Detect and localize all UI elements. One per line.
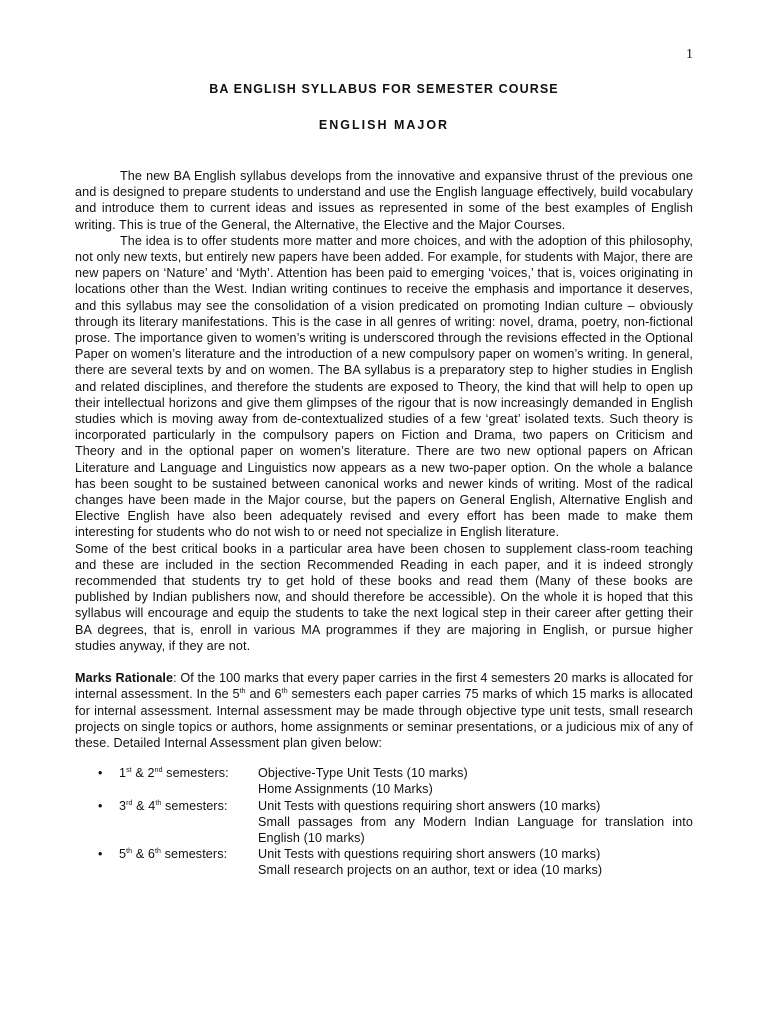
- plan-line: Small passages from any Modern Indian Language for translation into English (10 marks): [258, 814, 693, 845]
- plan-line: Small research projects on an author, text or idea (10 marks): [258, 863, 603, 878]
- paragraph-idea: The idea is to offer students more matter and more choices, and with the adoption of this philosophy, not only new texts, but entirely new papers have been added. For example, for students with Major, there are new papers on ‘Nature’ and ‘Myth’. Attention has been paid to emerging ‘voices,’ that is, voices originating in locations other than the West. Indian writing continues to receive the emphasis and importance it deserves, and this syllabus may see the consolidation of a vision predicated on promoting Indian culture – obviously through its literary manifestations. This is the case in all genres of writing: novel, drama, poetry, non-fictional prose. The importance given to women’s writing is underscored through the revisions effected in the Optional Paper on women’s literature and the introduction of a new compulsory paper on women’s writing. In general, there are several texts by and on women. The BA syllabus is a preparatory step to higher studies in English and related disciplines, and therefore the students are exposed to Theory, the kind that will help to open up their intellectual horizons and give them glimpses of the rigour that is now increasingly demanded in English studies which is moving away from de-contextualized studies of a few ‘great’ isolated texts. Such theory is incorporated particularly in the compulsory papers on Fiction and Drama, two papers on Criticism and Theory and in the optional paper on women’s literature. There are two new optional papers on African Literature and Language and Linguistics now appears as a new two-paper option. On the whole a balance has been sought to be sustained between canonical works and newer kinds of writing. Most of the radical changes have been made in the Major course, but the papers on General English, Alternative English and Elective English have also been adequately revised and every effort has been made to make them interesting for students who do not wish to or need not specialize in English literature.: [75, 233, 693, 540]
- list-item: [75, 846, 693, 878]
- spacer: [75, 654, 693, 670]
- plan-line: Unit Tests with questions requiring short answers (10 marks): [258, 798, 601, 813]
- bullet-icon: •: [98, 847, 103, 862]
- marks-text-a: : Of the 100 marks that every paper carries in the first 4 semesters 20 marks is allocated for internal assessment. In the 5: [75, 671, 693, 702]
- semester-label: 5th & 6th semesters:: [119, 847, 228, 862]
- plan-line: Unit Tests with questions requiring short answers (10 marks): [258, 847, 601, 862]
- semester-label: 3rd & 4th semesters:: [119, 798, 228, 813]
- marks-sup-a: th: [239, 688, 246, 696]
- semester-label: 1st & 2nd semesters:: [119, 766, 229, 781]
- assessment-plan-list: [75, 765, 693, 878]
- document-title: BA ENGLISH SYLLABUS FOR SEMESTER COURSE: [209, 82, 559, 96]
- marks-text-b: and 6: [245, 687, 282, 702]
- list-item: [75, 765, 693, 797]
- marks-text-c: semesters each paper carries 75 marks of which 15 marks is allocated for internal assessment. Internal assessment may be made through objective type unit tests, small research projects on single topics or authors, home assignments or seminar presentations, or a judicious mix of any of these. Detailed Internal Assessment plan given below:: [75, 687, 693, 750]
- bullet-icon: •: [98, 766, 103, 781]
- paragraph-reading: Some of the best critical books in a particular area have been chosen to supplement class-room teaching and these are included in the section Recommended Reading in each paper, and it is indeed strongly recommended that students try to get hold of these books and read them (Many of these books are published by Indian publishers now, and should therefore be accessible). On the whole it is hoped that this syllabus will encourage and equip the students to take the next logical step in their career after getting their BA degrees, that is, enroll in various MA programmes if they are majoring in English, or pursue higher studies anyway, if they are not.: [75, 541, 693, 653]
- marks-sup-b: th: [281, 688, 288, 696]
- paragraph-marks-rationale: [75, 670, 693, 751]
- paragraph-intro: The new BA English syllabus develops from the innovative and expansive thrust of the previous one and is designed to prepare students to understand and use the English language effectively, build vocabulary and introduce them to current ideas and issues as represented in some of the best examples of English writing. This is true of the General, the Alternative, the Elective and the Major Courses.: [75, 169, 693, 232]
- plan-line: Objective-Type Unit Tests (10 marks): [258, 766, 468, 781]
- marks-rationale-label: Marks Rationale: [75, 671, 174, 686]
- document-body: [75, 168, 693, 879]
- bullet-icon: •: [98, 798, 103, 813]
- document-subtitle: ENGLISH MAJOR: [318, 118, 450, 132]
- page-number: 1: [686, 47, 693, 62]
- plan-line: Home Assignments (10 Marks): [258, 782, 433, 797]
- list-item: [75, 798, 693, 847]
